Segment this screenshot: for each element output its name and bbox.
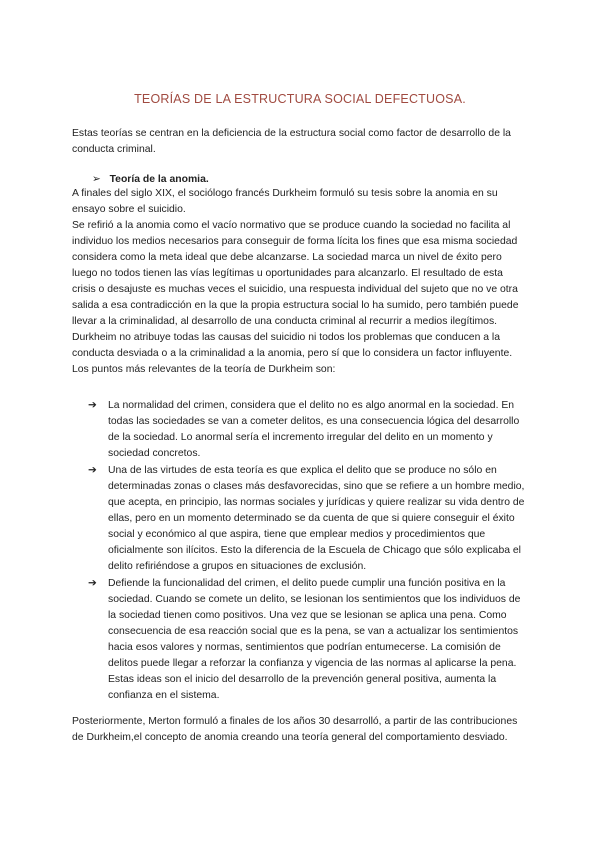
page-title: TEORÍAS DE LA ESTRUCTURA SOCIAL DEFECTUOSA. [134, 92, 466, 106]
paragraph-3: Durkheim no atribuye todas las causas del suicidio ni todos los problemas que conducen a la conducta desviada o a la criminalidad a la anomia, pero sí que lo considera un factor influyente. [72, 332, 513, 359]
list-item [88, 463, 528, 575]
paragraph-2: Se refirió a la anomia como el vacío normativo que se produce cuando la sociedad no facilita al individuo los medios necesarios para conseguir de forma lícita los fines que esa misma sociedad considera como la meta ideal que debe alcanzarse. La sociedad marca un nivel de éxito pero luego no todos tienen las vías legítimas u oportunidades para alcanzarlo. El resultado de esta crisis o desajuste es muchas veces el suicidio, una respuesta individual del sujeto que no ve otra salida a esa contradicción en la que la propia estructura social lo ha sumido, pero también puede llevar a la criminalidad, al desarrollo de una conducta criminal al recurrir a medios ilegítimos. [72, 220, 519, 327]
arrow-bullet-icon: ➔ [88, 400, 97, 411]
bullet-list [88, 398, 528, 705]
list-item [88, 398, 528, 462]
arrow-bullet-icon: ➔ [88, 465, 97, 476]
bullet-text: Defiende la funcionalidad del crimen, el delito puede cumplir una función positiva en la sociedad. Cuando se comete un delito, se lesionan los sentimientos que los individuos de la sociedad tienen como positivos. Una vez que se lesionan se aplica una pena. Como consecuencia de esa reacción social que es la pena, se van a actualizar los sentimientos hacia esos valores y normas, sentimientos que podrían entumecerse. La comisión de delitos puede llegar a reforzar la confianza y vigencia de las normas al aplicarse la pena. Estas ideas son el inicio del desarrollo de la prevención general positiva, aumenta la confianza en el sistema. [108, 578, 521, 701]
section-heading-text: Teoría de la anomia. [109, 174, 209, 185]
bullet-text: Una de las virtudes de esta teoría es que explica el delito que se produce no sólo en determinadas zonas o clases más desfavorecidas, sino que se refiere a un hombre medio, que acepta, en principio, las normas sociales y jurídicas y quiere realizar su vida dentro de ellas, pero en un momento determinado se da cuenta de que si quiere conseguir el éxito social y económico al que aspira, tiene que emplear medios y procedimientos que oficialmente son ilícitos. Esto la diferencia de la Escuela de Chicago que sólo explicaba el delito refiriéndose a grupos en situaciones de exclusión. [108, 465, 525, 572]
paragraph-1: A finales del siglo XIX, el sociólogo francés Durkheim formuló su tesis sobre la anomia en su ensayo sobre el suicidio. [72, 188, 498, 215]
arrow-bullet-icon: ➔ [88, 578, 97, 589]
list-item [88, 576, 528, 704]
paragraph-4: Los puntos más relevantes de la teoría de Durkheim son: [72, 364, 336, 375]
section-arrow-icon: ➢ [92, 174, 101, 185]
intro-paragraph: Estas teorías se centran en la deficiencia de la estructura social como factor de desarrollo de la conducta criminal. [72, 128, 511, 155]
final-paragraph: Posteriormente, Merton formuló a finales de los años 30 desarrolló, a partir de las contribuciones de Durkheim,el concepto de anomia creando una teoría general del comportamiento desviado. [72, 716, 518, 743]
bullet-text: La normalidad del crimen, considera que el delito no es algo anormal en la sociedad. En todas las sociedades se van a cometer delitos, es una consecuencia lógica del desarrollo de la sociedad. Lo anormal sería el incremento irregular del delito en un momento y sociedad concretos. [108, 400, 520, 459]
section-body [72, 186, 528, 378]
